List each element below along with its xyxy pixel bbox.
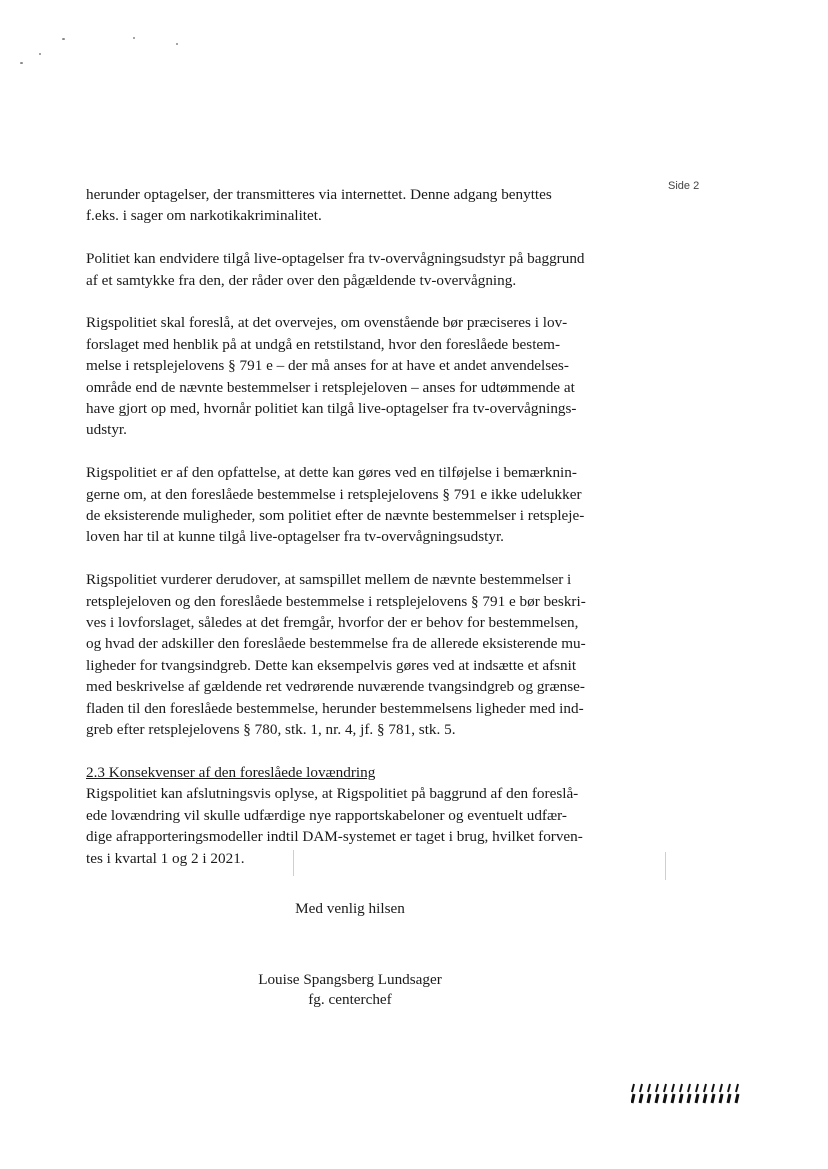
paragraph-2	[86, 248, 626, 291]
text-line: gerne om, at den foreslåede bestemmelse i retsplejelovens § 791 e ikke udelukker	[86, 485, 582, 503]
text-line: Rigspolitiet kan afslutningsvis oplyse, at Rigspolitiet på baggrund af den foreslå-	[86, 785, 579, 803]
text-line: fladen til den foreslåede bestemmelse, herunder bestemmelsens ligheder med ind-	[86, 699, 584, 717]
text-line: Rigspolitiet er af den opfattelse, at dette kan gøres ved en tilføjelse i bemærknin-	[86, 464, 577, 482]
scan-speck	[39, 53, 41, 55]
scan-speck	[62, 38, 65, 40]
text-line: loven har til at kunne tilgå live-optagelser fra tv-overvågningsudstyr.	[86, 528, 504, 546]
scan-line	[665, 852, 666, 880]
signer-title: fg. centerchef	[308, 991, 392, 1008]
scan-line	[293, 850, 294, 876]
text-line: ede lovændring vil skulle udfærdige nye rapportskabeloner og eventuelt udfær-	[86, 806, 567, 824]
section-consequences	[86, 762, 626, 869]
text-line: have gjort op med, hvornår politiet kan tilgå live-optagelser fra tv-overvågnings-	[86, 400, 577, 418]
text-line: område end de nævnte bestemmelser i retsplejeloven – anses for udtømmende at	[86, 378, 575, 396]
text-line: Politiet kan endvidere tilgå live-optagelser fra tv-overvågningsudstyr på baggrund	[86, 250, 585, 268]
text-line: de eksisterende muligheder, som politiet efter de nævnte bestemmelser i retspleje-	[86, 507, 585, 525]
signer-name: Louise Spangsberg Lundsager	[258, 971, 442, 988]
text-line: af et samtykke fra den, der råder over den pågældende tv-overvågning.	[86, 271, 517, 289]
scan-speck	[176, 43, 178, 45]
paragraph-1	[86, 184, 626, 227]
closing-greeting: Med venlig hilsen	[295, 900, 405, 917]
text-line: forslaget med henblik på at undgå en retstilstand, hvor den foreslåede bestem-	[86, 335, 561, 353]
text-line: f.eks. i sager om narkotikakriminalitet.	[86, 207, 322, 225]
text-line: greb efter retsplejelovens § 780, stk. 1, nr. 4, jf. § 781, stk. 5.	[86, 721, 456, 739]
scan-speck	[20, 62, 23, 64]
letter-body	[86, 184, 626, 890]
paragraph-5	[86, 569, 626, 740]
page-number-label: Side 2	[668, 180, 700, 192]
text-line: ligheder for tvangsindgreb. Dette kan eksempelvis gøres ved at indsætte et afsnit	[86, 656, 577, 674]
paragraph-4	[86, 462, 626, 548]
text-line: med beskrivelse af gældende ret vedrørende nuværende tvangsindgreb og grænse-	[86, 678, 585, 696]
text-line: dige afrapporteringsmodeller indtil DAM-systemet er taget i brug, hvilket forven-	[86, 828, 583, 846]
paragraph-3	[86, 312, 626, 440]
scan-speck	[133, 37, 135, 39]
text-line: og hvad der adskiller den foreslåede bestemmelse fra de allerede eksisterende mu-	[86, 635, 586, 653]
text-line: ves i lovforslaget, således at det fremgår, hvorfor der er behov for bestemmelsen,	[86, 614, 579, 632]
text-line: Rigspolitiet skal foreslå, at det overvejes, om ovenstående bør præciseres i lov-	[86, 314, 568, 332]
section-heading: 2.3 Konsekvenser af den foreslåede lovændring	[86, 763, 376, 781]
text-line: Rigspolitiet vurderer derudover, at samspillet mellem de nævnte bestemmelser i	[86, 571, 572, 589]
text-line: retsplejeloven og den foreslåede bestemmelse i retsplejelovens § 791 e bør beskri-	[86, 592, 586, 610]
text-line: melse i retsplejelovens § 791 e – der må anses for at have et andet anvendelses-	[86, 357, 569, 375]
text-line: tes i kvartal 1 og 2 i 2021.	[86, 849, 245, 867]
barcode-icon	[631, 1082, 741, 1104]
text-line: herunder optagelser, der transmitteres via internettet. Denne adgang benyttes	[86, 186, 552, 203]
text-line: udstyr.	[86, 421, 127, 439]
